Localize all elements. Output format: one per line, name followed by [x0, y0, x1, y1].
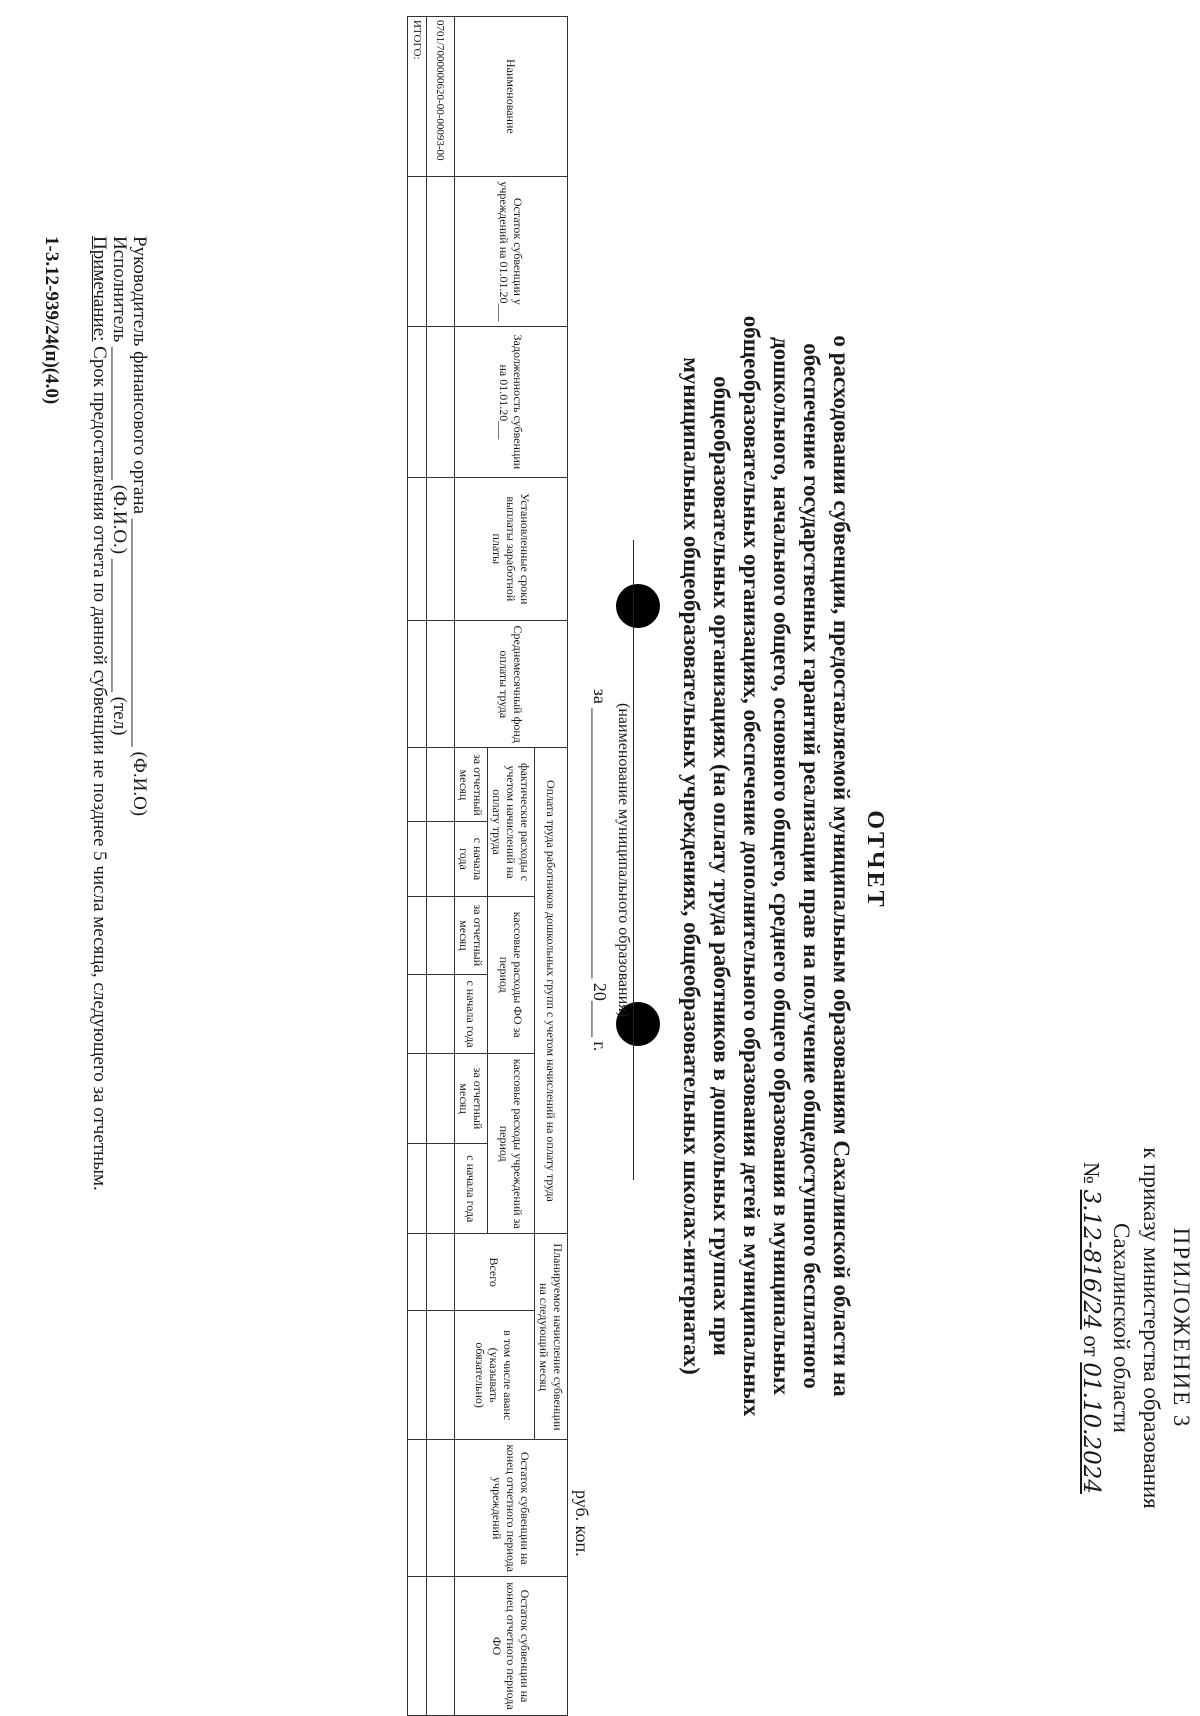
table-cell: [427, 1577, 455, 1716]
col-header-cash-inst: кассовые расходы учреждений за период: [488, 1053, 535, 1234]
table-cell: [427, 176, 455, 326]
table-cell: [408, 822, 427, 896]
col-header-balance-start: Остаток субвенции у учреждений на 01.01.20___: [455, 176, 568, 326]
col-header-balance-end-inst: Остаток субвенции на конец отчетного периода учреждений: [455, 1440, 568, 1577]
table-cell: [408, 1310, 427, 1440]
col-sub-year: с начала года: [455, 822, 488, 896]
table-cell: [408, 896, 427, 975]
report-subject-line: муниципальных общеобразовательных учреждениях, общеобразовательных школах-интернатах): [679, 357, 704, 1375]
note-label: Примечание:: [89, 236, 110, 342]
table-cell: [408, 1234, 427, 1310]
col-sub-year: с начала года: [455, 1144, 488, 1234]
document-code: 1-3.12-939/24(п)(4.0): [41, 236, 62, 405]
col-sub-month: за отчетный месяц: [455, 896, 488, 975]
table-cell: [408, 1440, 427, 1577]
report-period: за ______________________________ 20____ г.: [590, 688, 610, 1052]
report-title: ОТЧЕТ: [862, 810, 888, 910]
table-cell: [427, 896, 455, 975]
table-cell: [408, 477, 427, 621]
appendix-line: Сахалинской области: [1109, 1223, 1134, 1433]
col-header-cash-fo: кассовые расходы ФО за период: [488, 896, 535, 1053]
col-header-name: Наименование: [455, 17, 568, 177]
order-date: 01.10.2024: [1078, 1362, 1104, 1495]
table-cell: [427, 1144, 455, 1234]
col-header-balance-end-fo: Остаток субвенции на конец отчетного периода ФО: [455, 1577, 568, 1716]
table-cell: [408, 1577, 427, 1716]
table-cell: [408, 327, 427, 477]
table-cell: [408, 621, 427, 748]
col-header-avg-fund: Среднемесячный фонд оплаты труда: [455, 621, 568, 748]
table-cell: [408, 748, 427, 822]
table-row-total: [408, 17, 427, 1716]
col-header-planned-total: Всего: [455, 1234, 535, 1310]
col-header-pay-dates: Установленные сроки выплаты заработной платы: [455, 477, 568, 621]
col-header-planned-group: Планируемое начисление субвенции на следующий месяц: [535, 1234, 568, 1440]
table-cell: [427, 822, 455, 896]
appendix-line: к приказу министерства образования: [1139, 1147, 1164, 1509]
table-cell: [408, 1053, 427, 1143]
col-header-payroll-group: Оплата труда работников дошкольных групп с учетом начислений на оплату труда: [535, 748, 568, 1234]
report-subject-line: о расходовании субвенции, предоставляемой муниципальным образованиям Сахалинской области на: [829, 335, 854, 1397]
currency-note: руб. коп.: [572, 1490, 592, 1557]
col-header-actual: фактические расходы с учетом начислений на оплату труда: [488, 748, 535, 896]
table-cell: [427, 477, 455, 621]
footer-executor: Исполнитель ______________ (Ф.И.О.) ______________ (тел): [109, 236, 130, 736]
col-sub-month: за отчетный месяц: [455, 748, 488, 822]
municipality-caption: (наименование муниципального образования): [615, 703, 632, 1017]
table-cell: [427, 975, 455, 1054]
appendix-order-number: № 3.12-816/24 от 01.10.2024: [1078, 1161, 1104, 1495]
report-subject-line: общеобразовательных организациях, обеспечение дополнительного образования детей в муниципальных: [739, 315, 764, 1417]
note-text: Срок предоставления отчета по данной субвенции не позднее 5 числа месяца, следующего за отчетным.: [89, 346, 110, 1191]
col-sub-month: за отчетный месяц: [455, 1053, 488, 1143]
footer-head-signature: Руководитель финансового органа ________________________ (Ф.И.О): [129, 236, 150, 817]
report-subject-line: обеспечение государственных гарантий реализации прав на получение общедоступного бесплатного: [799, 343, 824, 1389]
municipality-underline: [633, 540, 634, 1180]
col-sub-year: с начала года: [455, 975, 488, 1054]
row-label-total: ИТОГО:: [408, 17, 427, 177]
col-header-arrears: Задолженность субвенции на 01.01.20___: [455, 327, 568, 477]
table-cell: [408, 975, 427, 1054]
appendix-header: [1076, 1028, 1196, 1628]
table-cell: [427, 748, 455, 822]
table-cell: [427, 1440, 455, 1577]
subvention-report-table: [407, 16, 568, 1716]
report-subject: [676, 96, 856, 1636]
table-cell: [427, 327, 455, 477]
appendix-title: ПРИЛОЖЕНИЕ 3: [1169, 1227, 1194, 1429]
table-cell: [408, 176, 427, 326]
table-cell: [427, 621, 455, 748]
table-row: [427, 17, 455, 1716]
report-subject-line: общеобразовательных организациях (на оплату труда работников в дошкольных группах при: [709, 376, 734, 1356]
table-cell: [427, 1053, 455, 1143]
order-number: 3.12-816/24: [1078, 1189, 1104, 1330]
footer-note: [88, 236, 110, 1191]
row-label: 0701/7000000620-00-00093-00: [427, 17, 455, 177]
table-cell: [427, 1234, 455, 1310]
col-header-planned-advance: в том числе аванс (указывать обязательно): [455, 1310, 535, 1440]
table-cell: [427, 1310, 455, 1440]
table-cell: [408, 1144, 427, 1234]
report-subject-line: дошкольного, начального общего, основного общего, среднего общего образования в муниципальных: [769, 337, 794, 1395]
